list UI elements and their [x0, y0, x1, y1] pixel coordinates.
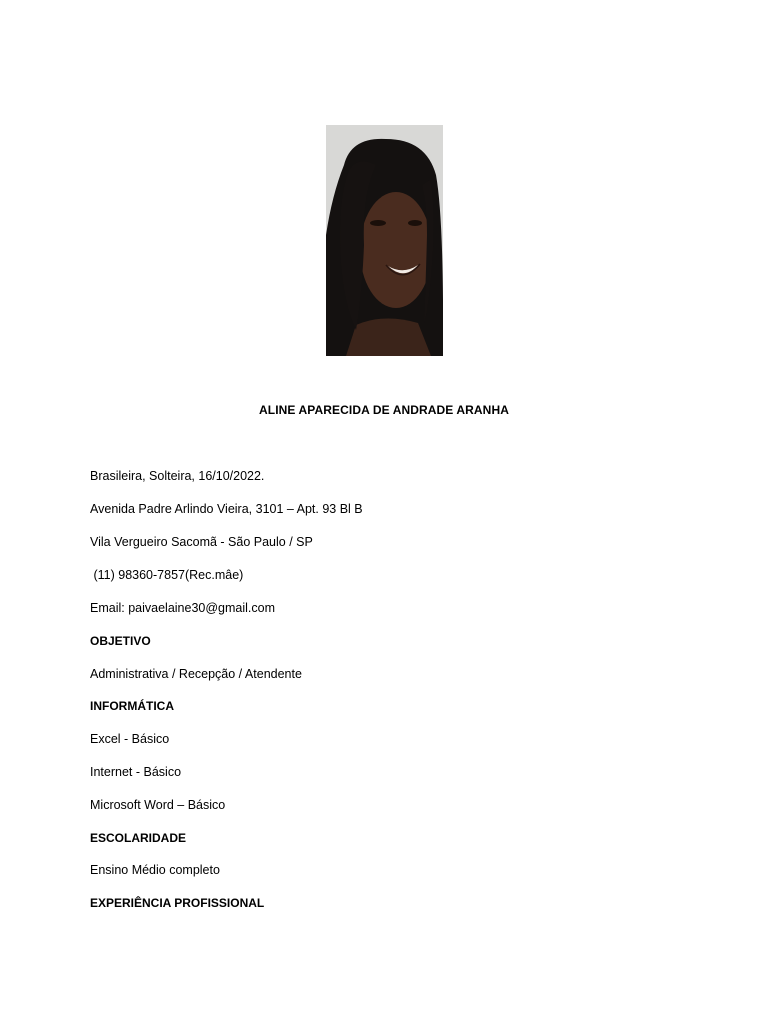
profile-photo — [326, 125, 443, 356]
objective-text: Administrativa / Recepção / Atendente — [90, 667, 302, 681]
address-line-1: Avenida Padre Arlindo Vieira, 3101 – Apt. 93 Bl B — [90, 502, 363, 516]
computing-item-internet: Internet - Básico — [90, 765, 182, 779]
email: Email: paivaelaine30@gmail.com — [90, 601, 275, 615]
experience-heading: EXPERIÊNCIA PROFISSIONAL — [90, 896, 265, 910]
computing-item-excel: Excel - Básico — [90, 732, 170, 746]
personal-info: Brasileira, Solteira, 16/10/2022. — [90, 469, 265, 483]
address-line-2: Vila Vergueiro Sacomã - São Paulo / SP — [90, 535, 313, 549]
phone: (11) 98360-7857(Rec.mâe) — [90, 568, 244, 582]
education-heading: ESCOLARIDADE — [90, 831, 187, 845]
candidate-name: ALINE APARECIDA DE ANDRADE ARANHA — [259, 403, 509, 417]
computing-item-word: Microsoft Word – Básico — [90, 798, 226, 812]
objective-heading: OBJETIVO — [90, 634, 151, 648]
education-text: Ensino Médio completo — [90, 863, 220, 877]
computing-heading: INFORMÁTICA — [90, 699, 174, 713]
